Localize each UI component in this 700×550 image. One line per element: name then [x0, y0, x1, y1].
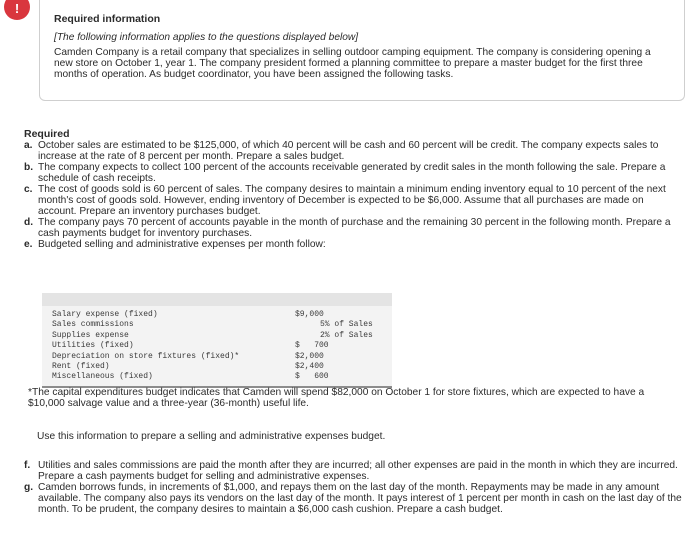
item-label: c.	[24, 184, 33, 195]
expense-value: $9,000	[295, 310, 324, 319]
expenses-table-header	[42, 293, 392, 306]
required-item-e	[24, 239, 684, 250]
table-row	[42, 320, 392, 330]
expense-value: $ 600	[295, 372, 329, 382]
expense-value: $2,000	[295, 351, 324, 361]
required-item-f	[24, 460, 686, 482]
required-item-a	[24, 140, 684, 162]
expense-name: Sales commissions	[52, 320, 134, 330]
required-item-c	[24, 184, 684, 217]
expense-name: Utilities (fixed)	[52, 341, 134, 351]
expense-name: Salary expense (fixed)	[52, 310, 158, 319]
item-text: The company pays 70 percent of accounts payable in the month of purchase and the remaining 30 percent in the following month. Prepare a cash payments budget for inventory purchases.	[38, 217, 671, 239]
required-list	[24, 140, 684, 250]
item-text: Utilities and sales commissions are paid the month after they are incurred; all other expenses are paid in the month in which they are incurred. Prepare a cash payments budget for selling and administrative expenses.	[38, 460, 678, 482]
expense-name: Depreciation on store fixtures (fixed)*	[52, 351, 240, 361]
item-label: e.	[24, 239, 33, 250]
required-title: Required	[24, 128, 70, 140]
required-item-g	[24, 482, 686, 515]
expense-name: Supplies expense	[52, 330, 129, 340]
expense-value: $ 700	[295, 341, 329, 351]
item-label: b.	[24, 162, 34, 173]
expense-value: $2,400	[295, 361, 324, 371]
table-row	[42, 310, 392, 320]
item-text: The cost of goods sold is 60 percent of sales. The company desires to maintain a minimum ending inventory equal to 10 percent of the next month's cost of goods sold. However, ending inventory of December is expected to be $6,000. Assume that all purchases are made on account. Prepare an inventory purchases budget.	[38, 184, 666, 217]
additional-list	[24, 460, 686, 515]
item-label: a.	[24, 140, 33, 151]
expense-name: Rent (fixed)	[52, 361, 110, 371]
info-title: Required information	[54, 13, 161, 25]
item-text: Camden borrows funds, in increments of $1,000, and repays them on the last day of the month. Repayments may be made in any amount available. The company also pays its vendors on the last day of the month. It pays interest of 1 percent per month in cash on the last day of the month. To be prudent, the company desires to maintain a $6,000 cash cushion. Prepare a cash budget.	[38, 482, 682, 515]
instruction-text: Use this information to prepare a selling and administrative expenses budget.	[37, 431, 386, 442]
expenses-table	[42, 293, 392, 388]
item-label: g.	[24, 482, 34, 493]
required-information-box	[39, 0, 685, 101]
expense-name: Miscellaneous (fixed)	[52, 372, 153, 382]
table-row	[42, 362, 392, 372]
table-row	[42, 352, 392, 362]
item-text: October sales are estimated to be $125,000, of which 40 percent will be cash and 60 percent will be credit. The company expects sales to increase at the rate of 8 percent per month. Prepare a sales budget.	[38, 140, 659, 162]
table-row	[42, 372, 392, 382]
item-label: d.	[24, 217, 34, 228]
footnote: *The capital expenditures budget indicates that Camden will spend $82,000 on October 1 for store fixtures, which are expected to have a $10,000 salvage value and a three-year (36-month) useful life.	[28, 387, 645, 409]
table-row	[42, 331, 392, 341]
expense-value: 2% of Sales	[320, 330, 373, 340]
table-row	[42, 341, 392, 351]
info-badge: !	[4, 0, 30, 20]
item-text: The company expects to collect 100 percent of the accounts receivable generated by credit sales in the month following the sale. Prepare a schedule of cash receipts.	[38, 162, 666, 184]
info-note: [The following information applies to the questions displayed below]	[54, 32, 359, 43]
info-body: Camden Company is a retail company that specializes in selling outdoor camping equipment. The company is considering opening a new store on October 1, year 1. The company president formed a planning committee to prepare a master budget for the first three months of operation. As budget coordinator, you have been assigned the following tasks.	[54, 47, 651, 80]
expenses-table-body	[42, 306, 392, 388]
required-item-b	[24, 162, 684, 184]
item-label: f.	[24, 460, 31, 471]
required-item-d	[24, 217, 684, 239]
item-text: Budgeted selling and administrative expenses per month follow:	[38, 239, 326, 250]
expense-value: 5% of Sales	[320, 320, 373, 330]
